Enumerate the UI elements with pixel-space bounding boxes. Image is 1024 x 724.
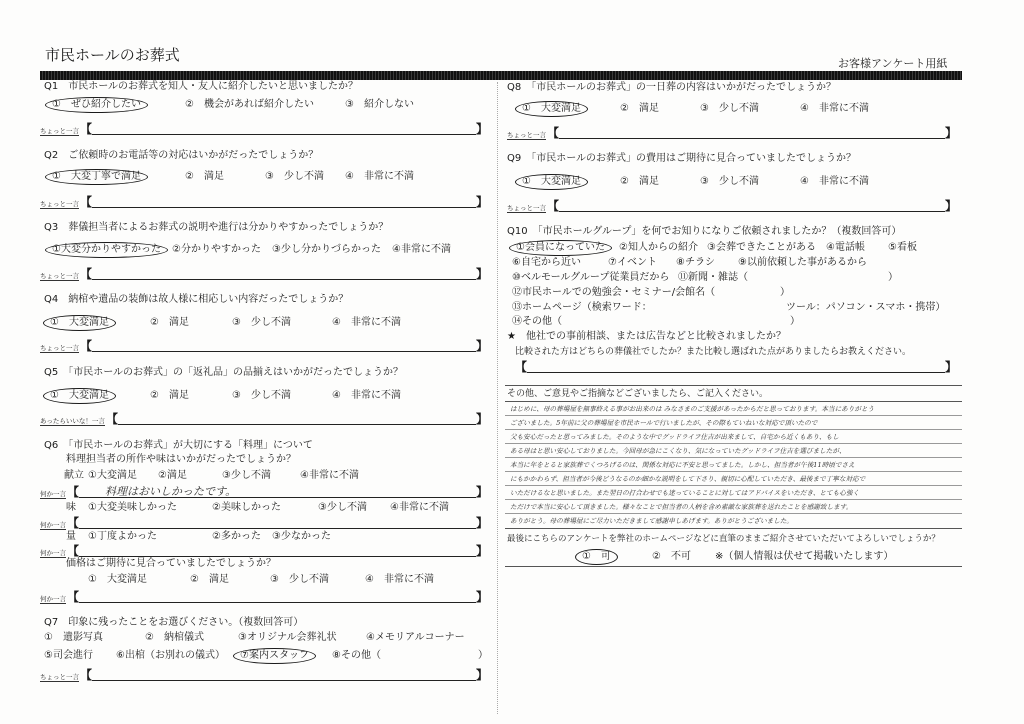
q4-comment-row [40,337,488,353]
q3-option-1: ①大変分かりやすかった [45,242,168,258]
q8-option-2: ② 満足 [620,103,659,114]
comment-line [79,485,476,498]
q6-amount-comment-row [40,542,488,558]
q6-taste-option-4: ④非常に不満 [390,502,449,513]
q3-option-4: ④非常に不満 [392,244,451,255]
permission-option-1: ① 可 [575,549,618,565]
opinion-heading: その他、ご意見やご指摘などございましたら、ご記入ください。 [507,389,769,399]
q8-title: Q8 「市民ホールのお葬式」の一日葬の内容はいかがだったでしょうか？ [507,82,837,93]
q9-option-4: ④ 非常に不満 [800,176,869,187]
q10-paren-close-11: ） [888,272,898,283]
q1-comment-row [40,120,488,136]
comment-line [92,122,476,135]
q6-amount-option-2: ②多かった [212,531,261,542]
comment-line [79,516,476,529]
close-bracket: 】 [475,412,488,426]
comment-line [527,360,945,373]
q10-option-3: ③会葬できたことがある [707,242,816,253]
q3-title: Q3 葬儀担当者によるお葬式の説明や進行は分かりやすかったでしょうか？ [44,222,389,233]
comment-line [92,267,476,280]
q7-option-6: ⑥出棺（お別れの儀式） [116,650,225,661]
close-bracket: 】 [475,516,488,530]
form-label: お客様アンケート用紙 [838,57,948,70]
q4-option-4: ④ 非常に不満 [332,317,401,328]
q5-title: Q5 「市民ホールのお葬式」の「返礼品」の品揃えはいかがだったでしょうか？ [44,367,404,378]
close-bracket: 】 [475,544,488,558]
q5-comment-row [40,410,488,426]
comment-line [118,412,476,425]
comment-label: ちょっと一言 [507,204,546,212]
open-bracket: 【 [80,267,93,281]
q6-title: Q6 「市民ホールのお葬式」が大切にする「料理」について [44,440,313,451]
opinion-line-2: ございました。5年前に父の葬場屋を市民ホールで行いましたが、その際もていねいな対応で頂いたので [510,419,818,427]
q7-option-5: ⑤司会進行 [44,650,93,661]
q6-taste-label: 味 [66,502,76,513]
q10-option-9: ⑨以前依頼した事があるから [738,257,867,268]
opinion-line-4: ある母はと思い安心しておりました。今回母が急にこくなり、気になっていたグッドライフ住吉を選びましたが、 [510,447,846,455]
comment-label: 何か一言 [40,595,66,603]
q10-title: Q10 「市民ホールグループ」を何でお知りになりご依頼されましたか？（複数回答可） [507,226,902,237]
open-bracket: 【 [80,339,93,353]
close-bracket: 】 [475,485,488,499]
q2-option-2: ② 満足 [185,171,224,182]
q5-option-2: ② 満足 [150,390,189,401]
q6-menu-option-1: ①大変満足 [88,470,137,481]
q10-option-4: ④電話帳 [826,242,865,253]
q10-option-8: ⑧チラシ [676,257,715,268]
q1-title: Q1 市民ホールのお葬式を知人・友人に紹介したいと思いましたか？ [44,81,359,92]
comment-line [92,339,476,352]
q2-comment-row [40,193,488,209]
comment-label: ちょっと一言 [40,200,79,208]
permission-question: 最後にこちらのアンケートを弊社のホームページなどに直筆のままご紹介させていただいてよろしいでしょうか？ [507,534,940,544]
q9-option-1: ① 大変満足 [515,174,588,190]
open-bracket: 【 [80,122,93,136]
q6-price-comment-row [40,588,488,604]
opinion-top-rule [505,385,962,386]
comparison-question: ★ 他社での事前相談、または広告などと比較されましたか？ [507,331,786,342]
q10-tool-label: ツール：パソコン・スマホ・携帯） [786,302,946,313]
close-bracket: 】 [475,267,488,281]
q7-option-4: ④メモリアルコーナー [366,632,465,643]
q7-title: Q7 印象に残ったことをお選びください。（複数回答可） [44,617,304,628]
column-divider [497,82,498,714]
comment-line [79,590,476,603]
open-bracket: 【 [547,126,560,140]
q3-option-3: ③少し分かりづらかった [272,244,381,255]
comment-label: あったらいいな！一言 [40,417,105,425]
q10-option-7: ⑦イベント [608,257,657,268]
q2-title: Q2 ご依頼時のお電話等の対応はいかがだったでしょうか？ [44,150,319,161]
q1-option-1: ① ぜひ紹介したい [45,97,148,113]
open-bracket: 【 [67,590,80,604]
close-bracket: 】 [475,668,488,682]
q4-option-1: ① 大変満足 [43,315,116,331]
q6-price-option-3: ③ 少し不満 [270,574,329,585]
open-bracket: 【 [80,195,93,209]
sheet-title: 市民ホールのお葬式 [45,46,180,64]
q6-menu-comment-row [40,483,488,499]
opinion-line-6: にもかかわらず、担当者が今後どうなるのか細かな説明をして下さり、親切に心配していただき、最後まで丁寧な対応で [510,475,866,483]
opinion-line-5: 本当に年をとると家族葬でくつろげるのは、関係な対応に不安と思ってました。しかし、担当者が午後11時頃でさえ [510,461,855,469]
q6-amount-option-1: ①丁度よかった [88,531,157,542]
open-bracket: 【 [67,485,80,499]
q6-taste-comment-row [40,514,488,530]
comment-line [559,126,945,139]
permission-note: ※（個人情報は伏せて掲載いたします） [715,551,894,562]
q10-paren-close-14: ） [790,316,800,327]
q10-option-11: ⑪新聞・雑誌（ [678,272,748,283]
q4-title: Q4 納棺や遺品の装飾は故人様に相応しい内容だったでしょうか？ [44,294,349,305]
open-bracket: 【 [105,412,118,426]
comment-line [559,199,945,212]
q7-option-8: ⑧その他（ [332,650,381,661]
q6-subtitle: 料理担当者の所作や味はいかがだったでしょうか？ [66,454,296,465]
q4-option-3: ③ 少し不満 [232,317,291,328]
q6-price-option-4: ④ 非常に不満 [365,574,434,585]
comment-label: 何か一言 [40,521,66,529]
q6-taste-option-3: ③少し不満 [318,502,367,513]
opinion-line-8: ただけで本当に安心して頂きました。様々なことで担当者の人柄を含め素敵な家族葬を送れたことを感謝致します。 [510,503,853,511]
permission-option-2: ② 不可 [652,551,691,562]
q10-option-5: ⑤看板 [888,242,917,253]
q6-taste-option-2: ②美味しかった [212,502,281,513]
q2-option-3: ③ 少し不満 [265,171,324,182]
q6-price-option-1: ① 大変満足 [88,574,147,585]
q5-option-3: ③ 少し不満 [232,390,291,401]
q9-comment-row [507,197,957,213]
q10-option-10: ⑩ベルモールグループ従業員だから [512,272,670,283]
handwritten-comment: 料理はおいしかったです。 [105,485,237,498]
q7-paren-close: ） [478,650,488,661]
q8-comment-row [507,124,957,140]
q9-option-2: ② 満足 [620,176,659,187]
q5-option-1: ① 大変満足 [43,388,116,404]
q3-option-2: ②分かりやすかった [172,244,261,255]
opinion-line-3: 父も安心だったと思ってみました。そのような中でグッドライフ住吉が出来まして、自宅から近くもあり、もし [510,433,839,441]
q1-option-3: ③ 紹介しない [345,99,414,110]
q8-option-4: ④ 非常に不満 [800,103,869,114]
q1-option-2: ② 機会があれば紹介したい [185,99,314,110]
comparison-detail: 比較された方はどちらの葬儀社でしたか？また比較し選ばれた点がありましたらお教えください。 [515,347,912,357]
close-bracket: 】 [475,590,488,604]
q6-menu-option-2: ②満足 [158,470,187,481]
q8-option-3: ③ 少し不満 [700,103,759,114]
q6-amount-option-3: ③少なかった [272,531,331,542]
q10-option-2: ②知人からの紹介 [619,242,698,253]
open-bracket: 【 [67,516,80,530]
close-bracket: 】 [475,122,488,136]
q10-paren-close-12: ） [780,287,790,298]
comment-line [79,544,476,557]
q10-option-14: ⑭その他（ [512,316,562,327]
comment-line [92,195,476,208]
header-bar [40,71,962,80]
comment-label: 何か一言 [40,490,66,498]
q2-option-4: ④ 非常に不満 [345,171,414,182]
comment-label: ちょっと一言 [40,272,79,280]
permission-rule [505,566,962,567]
open-bracket: 【 [80,668,93,682]
q7-option-1: ① 遺影写真 [44,632,103,643]
q10-option-13: ⑬ホームページ（検索ワード： [512,302,652,313]
close-bracket: 】 [944,199,957,213]
q6-price-label: 価格はご期待に見合っていましたでしょうか？ [66,558,276,569]
opinion-bottom-rule [505,528,962,529]
comment-label: ちょっと一言 [40,673,79,681]
q10-option-6: ⑥自宅から近い [512,257,581,268]
q6-menu-option-3: ③少し不満 [222,470,271,481]
q9-title: Q9 「市民ホールのお葬式」の費用はご期待に見合っていましたでしょうか？ [507,153,857,164]
q9-option-3: ③ 少し不満 [700,176,759,187]
close-bracket: 】 [944,126,957,140]
q7-comment-row [40,666,488,682]
comment-label: ちょっと一言 [40,344,79,352]
q3-comment-row [40,265,488,281]
open-bracket: 【 [547,199,560,213]
open-bracket: 【 [67,544,80,558]
opinion-line-1: はじめに、母の葬場屋を無事終える事がお出来のは みなさまのご支援があったからだと思っております。本当にありがとう [510,405,875,413]
close-bracket: 】 [475,195,488,209]
comment-label: 何か一言 [40,549,66,557]
q2-option-1: ① 大変丁寧で満足 [45,169,148,185]
q4-option-2: ② 満足 [150,317,189,328]
comment-line [92,668,476,681]
q6-price-option-2: ② 満足 [190,574,229,585]
comment-label: ちょっと一言 [507,131,546,139]
close-bracket: 】 [944,360,957,374]
opinion-line-7: いただけるなと思いました。また翌日の打合わせでも迷っていることに対してはアドバイスをいただき、とても心強く [510,489,860,497]
q6-taste-option-1: ①大変美味しかった [88,502,177,513]
close-bracket: 】 [475,339,488,353]
q6-amount-label: 量 [66,531,76,542]
q10-option-1: ①会員になっていた [509,240,612,256]
q8-option-1: ① 大変満足 [515,101,588,117]
comparison-answer-row [515,358,957,374]
opinion-line-9: ありがとう。母の葬場屋にご尽力いただきまして感謝申しあげます。ありがとうございました。 [510,517,794,525]
q5-option-4: ④ 非常に不満 [332,390,401,401]
q7-option-7: ⑦案内スタッフ [233,648,316,664]
q10-option-12: ⑫市民ホールでの勉強会・セミナー/会館名（ [512,287,716,298]
q7-option-3: ③オリジナル会葬礼状 [238,632,337,643]
open-bracket: 【 [515,360,528,374]
q7-option-2: ② 納棺儀式 [145,632,204,643]
q6-menu-option-4: ④非常に不満 [300,470,359,481]
q6-menu-label: 献立 [64,470,84,481]
comment-label: ちょっと一言 [40,127,79,135]
